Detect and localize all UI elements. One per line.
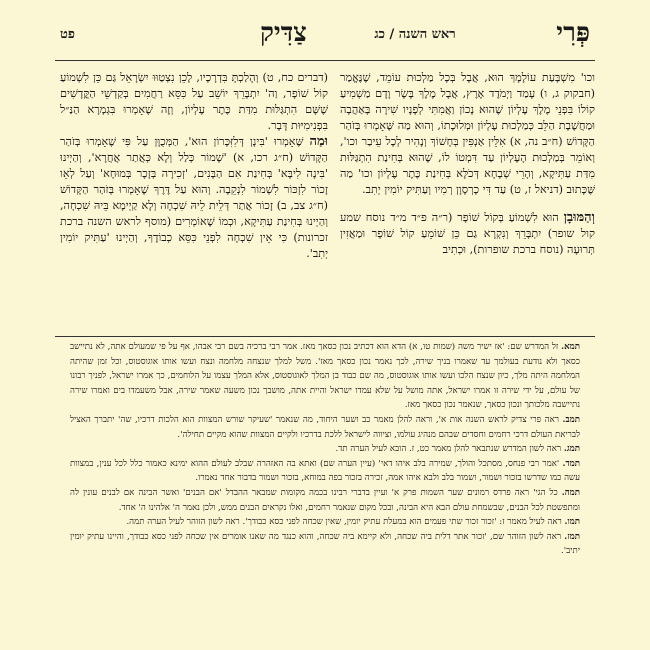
footnote — [70, 340, 580, 413]
main-column-left — [60, 70, 328, 332]
page-number: פט — [60, 27, 75, 42]
footnote-marker: תמה. — [561, 487, 580, 498]
footnote — [70, 442, 580, 457]
page-header — [60, 20, 590, 60]
footnote-marker: תמז. — [564, 531, 580, 542]
right-paragraph-2-lead: וְהַמּוּבָן — [563, 210, 595, 225]
footnote-marker: תמא. — [561, 342, 580, 352]
footnote — [70, 486, 580, 515]
right-paragraph-2 — [340, 210, 595, 258]
section-title: ראש השנה / כג — [374, 27, 456, 42]
footnote-text: ראה לשון המדרש שנתבאר להלן מאמר כט, ז. הובא לעיל הערה תד. — [335, 444, 562, 455]
footnote — [70, 515, 580, 530]
footnote-text: 'אמר רבי פנחס, מסתכל והולך, שמירה בלב איהו דאי' (עיין הערה שם) ואתא בה האזהרה שבלב לעולם ההוא ימינא כאמור כלל לכל ענין, במצוות עשה כמו שדרשו בזכור ושמור, ושמור בלב ולבא איהו אמה, זכירה בזכור בפה במוחא, בזכור ושמור בדבור אחד נאמרו. — [70, 458, 580, 484]
right-paragraph-1: וכו' מִשְׁבָּעַת עוֹלָמָךְ הוּא, אֲבָל בְּכָל מַלְכוּת עוֹמֵד, שֶׁנֶּאֱמַר (חבקוק ג, ו) עָמַד וַיְמֹדֶד אֶרֶץ, אֲבָל מֶלֶךְ בָּשָׂר וָדָם מַשְׁמִיעַ קוֹלוֹ בִּפְנֵי מֶלֶךְ עֶלְיוֹן שֶׁהוּא נָכוֹן וַאֲמִתִּי לְפָנָיו שִׁירָה בָּאַהֲבָה וּמַחֲשֶׁבֶת הַלֵּב כְּמַלְכוּת עֶלְיוֹן וּמְלוּכָתוֹ, וְהוּא מַה שֶּׁאָמְרוּ בְּזֹהַר הַקָּדוֹשׁ (ח״ב נה, א) אִלֵּין אַנְפִּין בְּחָשׁוֹךְ וְנָהִיר לְכָל עֵיבַר וכו', וְאוֹמֵר בְּמַלְכוּת הָעֶלְיוֹן עַד דִּמְטוֹ לוֹ, שֶׁהוּא בְּחִינַת הִתְגַּלּוּת מִדַּת עַתִּיקָא, וְהָרֵי שְׁבָחָא דְּכֹלָּא בְּחִינַת כֶּתֶר עֶלְיוֹן וכו' מַה שֶּׁכָּתוּב (דניאל ז, ט) עַד דִּי כָרְסָוָן רְמִיו וְעַתִּיק יוֹמִין יְתִב. — [340, 71, 595, 196]
book-title-pri: פְּרִי — [556, 18, 590, 48]
footnote-text: ראה לשון הזוהר שם, 'זכור אתר דלית ביה שכחה, ולא קיימא ביה שכחה, והוא כנגד מה שאנו אומרים אין שכחה לפני כסא כבודך, והיינו עתיק יומין יתיב'. — [70, 531, 580, 557]
footnote-divider — [55, 336, 595, 337]
footnote — [70, 457, 580, 486]
main-column-right — [340, 70, 595, 270]
footnote-marker: תמג. — [563, 444, 580, 455]
left-paragraph-2-lead: וּמַה — [309, 134, 328, 149]
header-divider — [55, 60, 595, 61]
left-paragraph-2 — [60, 134, 328, 262]
footnotes-section — [70, 340, 580, 645]
footnote-text: ראה פרי צדיק לראש השנה אות א', וראה להלן מאמר כב ושער היחוד, מה שנאמר 'שעיקר שורש המצוות הוא הלכות דרכיו, שה' יתברך האציל לבריאת העולם דרכי רחמים וחסדים שבהם מנהיג עולמו, וציווה לישראל ללכת בדרכיו ולקיים המצוות שהוא מקיים תחילה'. — [70, 414, 580, 440]
left-paragraph-1: (דברים כח, ט) וְהָלַכְתָּ בִּדְרָכָיו, לָכֵן נִצְטַוּוּ יִשְׂרָאֵל גַּם כֵּן לִשְׁמוֹעַ קוֹל שׁוֹפָר, וַה' יִתְבָּרֵךְ יוֹשֵׁב עַל כִּסֵּא רַחֲמִים בְּקַדְשֵׁי הַקֳּדָשִׁים שֶׁשָּׁם הִתְגַּלּוּת מִדַּת כֶּתֶר עֶלְיוֹן, וְזֶה שֶׁאָמְרוּ בִּגְמָרָא הַנַּ״ל בִּפְנִימִיּוּת דָּבָר. — [60, 71, 328, 132]
footnote-marker: תמב. — [562, 414, 580, 425]
right-paragraph-2-text: הוּא לִשְׁמוֹעַ בְּקוֹל שׁוֹפָר (ר״ה פ״ד מ״ד נוסח שמע קול שופר) יִתְבָּרֵךְ וְנִקְרָא גַם כֵּן שׁוֹמֵעַ קוֹל שׁוֹפָר וּמַאֲזִין תְּרוּעָה (נוסח ברכת שופרות), וּכְתִיב — [340, 211, 595, 256]
footnote-marker: תמד. — [562, 458, 580, 469]
footnote-text: ראה לעיל מאמר ז: 'זכור זכור שתי פעמים הוא במעלת עתיק יומין, שאין שכחה לפני כסא כבודך'. ראה לשון הזוהר לעיל הערה תמה. — [126, 517, 562, 528]
footnote-text: זל המדרש שם: 'אז ישיר משה (שמות טו, א) הדא הוא דכתיב נכון כסאך מאז. אמר רבי ברכיה בשם רבי אבהו, אף על פי שמעולם אתה, לא נתיישב כסאך ולא נודעת בעולמך עד שאמרו בניך שירה, לכך נאמר נכון כסאך מאז'. משל למלך שנצחה מלחמה ונצח ועשו אותו אוגוסטוס, וכל זמן שהיתה המלחמה היתה מלך, כיון שנצח הלכו ועשו אותו אוגוסטוס, מה שם כבוד בן המלך לאוגוסטוס, אלא המלך עצמו על הלוחמים, כך אמרו ישראל, לפניך רבונו של עולם, על ידי שירה זו אמרו ישראל, אתה מושל על שלא עמדו ישראל והיית אתה, מושבך נכון משעה שאמר שירה, אבל משעמדו בים ואמרו שירה נתיישבה מלכותך ונכון כסאך, שנאמר נכון כסאך מאז. — [70, 342, 580, 411]
footnote — [70, 413, 580, 442]
footnote-text: כל הגי' ראה פרדס רמונים שער השמות פרק א' ועיין בדברי רבינו בכמה מקומות שמבאר ההבדל 'אם הבנים' ואשר הבינה אם לבנים עונין לה ומתפשטת לכל הבנים, שבשמחת עולם הבא היא הבינה, ובכל מקום שנאמר רחמים, ואלו נקראים הבנים ממש, ולכן נאמר ה' אלהינו ה' אחד. — [70, 487, 580, 513]
left-paragraph-2-text: שֶּׁאָמְרוּ 'בִּינָן דְּלִזִּכָּרוֹן הוּא', הַמְּכֻוָּן עַל פִּי שֶׁאָמְרוּ בְּזֹהַר הַקָּדוֹשׁ (ח״ג רכו, א) 'שָׁמוֹר כְּלַל וְלָא כְּאֲתַר אֲחֲרָא', וְהַיְינוּ 'בִּינָה לִיבָּא' בְּחִינַת אִם הַבָּנִים, 'זְכִירָה בְּזָכָר בְּמוּחָא' וְעַל לְאֵו זָכוֹר לִזְכּוֹר לִשְׁמוֹר לִנְקֵבָה. וְהוּא עַל דֶּרֶךְ שֶׁאָמְרוּ בְּזֹהַר הַקָּדוֹשׁ (ח״ג צב, ב) זָכוֹר אֲתַר דְּלֵית לֵיהּ שִׁכְחָה וְלָא קַיְימָא בֵּיהּ שִׁכְחָה, וְהַיְינוּ בְּחִינַת עַתִּיקָא, וּכְמוֹ שֶׁאוֹמְרִים (מוסף לראש השנה ברכת זכרונות) כִּי אֵין שִׁכְחָה לִפְנֵי כִּסֵּא כְבוֹדֶךָ, וְהַיְינוּ 'עַתִּיק יוֹמִין יְתִב'. — [60, 135, 328, 260]
footnote — [70, 530, 580, 559]
footnote-marker: תמו. — [564, 517, 580, 528]
book-title-tzaddik: צַדִּיק — [260, 18, 307, 48]
